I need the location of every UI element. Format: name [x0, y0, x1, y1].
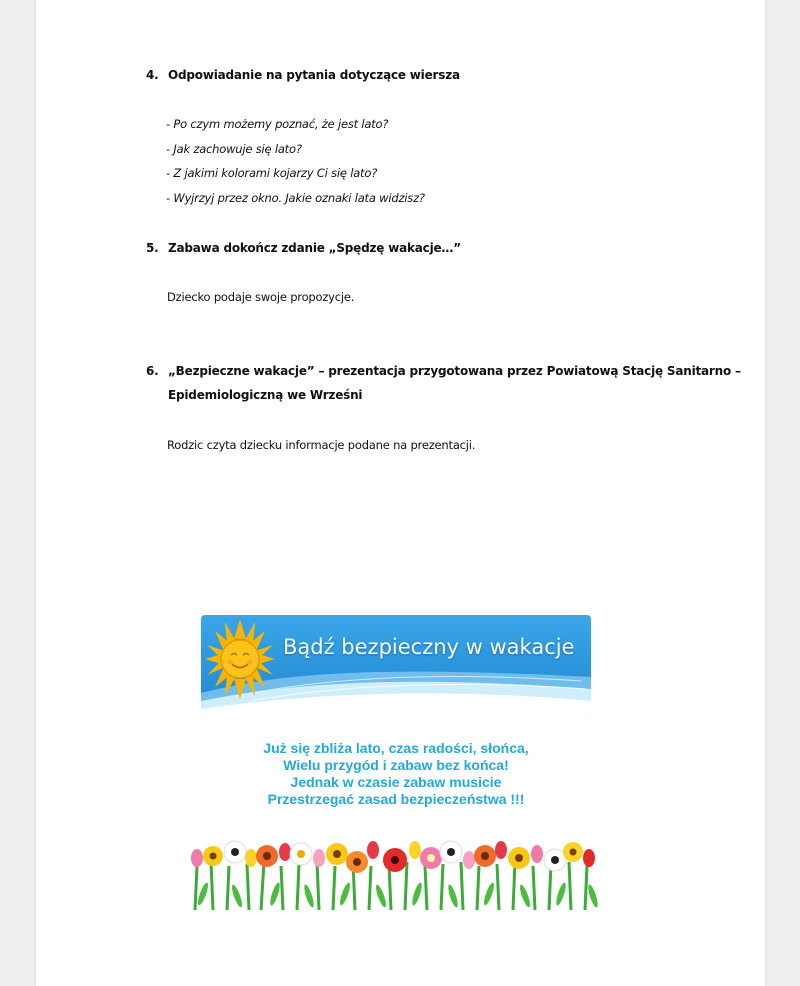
- section-number: 5.: [146, 241, 159, 255]
- question-4: - Wyjrzyj przez okno. Jakie oznaki lata widzisz?: [166, 191, 425, 205]
- section-6-heading: [146, 364, 741, 378]
- section-title: Odpowiadanie na pytania dotyczące wiersza: [168, 68, 460, 82]
- poster-line-1: Już się zbliża lato, czas radości, słońca,: [263, 740, 529, 756]
- poster-line-4: Przestrzegać zasad bezpieczeństwa !!!: [267, 791, 525, 807]
- flowers-graphic: [189, 836, 599, 912]
- section-5-text: Dziecko podaje swoje propozycje.: [167, 290, 355, 304]
- question-1: - Po czym możemy poznać, że jest lato?: [166, 117, 389, 131]
- poster-line-3: Jednak w czasie zabaw musicie: [290, 774, 502, 790]
- section-4-heading: [146, 68, 460, 82]
- section-title: Zabawa dokończ zdanie „Spędzę wakacje…”: [168, 241, 461, 255]
- document-page: [36, 0, 765, 986]
- poster-banner: [201, 615, 591, 715]
- banner-title: Bądź bezpieczny w wakacje: [283, 635, 575, 659]
- section-title-line-1: „Bezpieczne wakacje” – prezentacja przygotowana przez Powiatową Stację Sanitarno –: [168, 364, 741, 378]
- section-number: 4.: [146, 68, 159, 82]
- flowers-border-image: [189, 836, 599, 912]
- section-title-line-2: Epidemiologiczną we Wrześni: [168, 388, 363, 402]
- poster-line-2: Wielu przygód i zabaw bez końca!: [283, 757, 509, 773]
- sun-icon: [203, 617, 277, 701]
- section-5-heading: [146, 241, 461, 255]
- section-number: 6.: [146, 364, 159, 378]
- section-6-text: Rodzic czyta dziecku informacje podane na prezentacji.: [167, 438, 476, 452]
- question-2: - Jak zachowuje się lato?: [166, 142, 302, 156]
- question-3: - Z jakimi kolorami kojarzy Ci się lato?: [166, 166, 378, 180]
